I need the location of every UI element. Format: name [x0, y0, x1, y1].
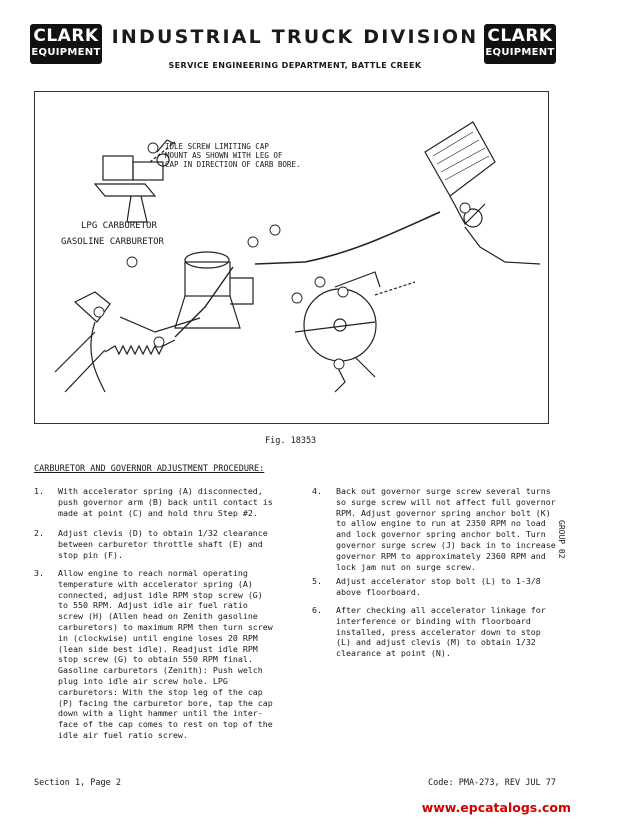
step-number: 6.	[312, 605, 322, 615]
figure-caption: Fig. 18353	[265, 436, 317, 446]
step-number: 1.	[34, 486, 44, 496]
group-side-label: GROUP 02	[557, 520, 566, 559]
footer-code: Code: PMA-273, REV JUL 77	[428, 778, 556, 788]
logo-line2: EQUIPMENT	[485, 47, 555, 58]
clark-logo-left	[30, 24, 102, 64]
step-number: 3.	[34, 568, 44, 578]
procedure-step-5	[312, 576, 572, 600]
governor-disc	[304, 289, 376, 361]
step-number: 5.	[312, 576, 322, 586]
accelerator-pedal	[425, 122, 495, 196]
step-text: Adjust accelerator stop bolt (L) to 1-3/8 above floorboard.	[336, 576, 541, 597]
procedure-step-2	[34, 528, 294, 564]
gasoline-carburetor-label: GASOLINE CARBURETOR	[61, 237, 164, 247]
procedure-step-3	[34, 568, 304, 744]
page-title: INDUSTRIAL TRUCK DIVISION	[111, 26, 479, 48]
step-text: Adjust clevis (D) to obtain 1/32 clearance between carburetor throttle shaft (E) and stop pin (F).	[58, 528, 268, 560]
step-text: After checking all accelerator linkage for interference or binding with floorboard installed, press accelerator down to stop (L) and adjust clevis (M) to obtain 1/32 clearance at point (N).	[336, 605, 546, 659]
main-carburetor	[185, 262, 230, 296]
step-text: Allow engine to reach normal operating temperature with accelerator spring (A) connected, adjust idle RPM stop screw (G) to 550 RPM. Adjust idle air fuel ratio screw (H) (Allen head on Zenith gasoline carburetors) to maximum RPM then turn screw in (clockwise) until engine loses 20 RPM (lean side best idle). Readjust idle RPM stop screw (G) to obtain 550 RPM final. Gasoline carburetors (Zenith): Push welch plug into idle air screw hole. LPG carburetors: With the stop leg of the cap (P) facing the carburetor bore, tap the cap down with a light hammer until the inter- face of the cap comes to rest on top of the idle air fuel ratio screw.	[58, 568, 273, 740]
procedure-step-6	[312, 605, 572, 663]
logo-line2: EQUIPMENT	[31, 47, 101, 58]
watermark-link[interactable]: www.epcatalogs.com	[421, 800, 571, 815]
step-number: 2.	[34, 528, 44, 538]
inset-carburetor-body	[103, 156, 133, 180]
logo-line1: CLARK	[487, 26, 553, 46]
procedure-heading: CARBURETOR AND GOVERNOR ADJUSTMENT PROCEDURE:	[34, 464, 265, 474]
figure-frame	[34, 91, 549, 424]
logo-line1: CLARK	[33, 26, 99, 46]
footer-section-page: Section 1, Page 2	[34, 778, 121, 788]
page-subtitle: SERVICE ENGINEERING DEPARTMENT, BATTLE CREEK	[168, 61, 422, 70]
step-text: With accelerator spring (A) disconnected, push governor arm (B) back until contact is made at point (C) and hold thru Step #2.	[58, 486, 273, 518]
lpg-carburetor-label: LPG CARBURETOR	[81, 221, 157, 231]
step-number: 4.	[312, 486, 322, 496]
governor-spring	[105, 340, 175, 354]
procedure-step-1	[34, 486, 294, 522]
step-text: Back out governor surge screw several turns so surge screw will not affect full governor RPM. Adjust governor spring anchor bolt (K) to allow engine to run at 2350 RPM no load and lock governor spring anchor bolt. Turn governor surge screw (J) back in to increase governor RPM to approximately 2360 RPM and lock jam nut on surge screw.	[336, 486, 556, 572]
procedure-step-4	[312, 486, 572, 576]
idle-cap-callout: IDLE SCREW LIMITING CAP MOUNT AS SHOWN WITH LEG OF CAP IN DIRECTION OF CARB BORE.	[165, 142, 301, 169]
clark-logo-right	[484, 24, 556, 64]
